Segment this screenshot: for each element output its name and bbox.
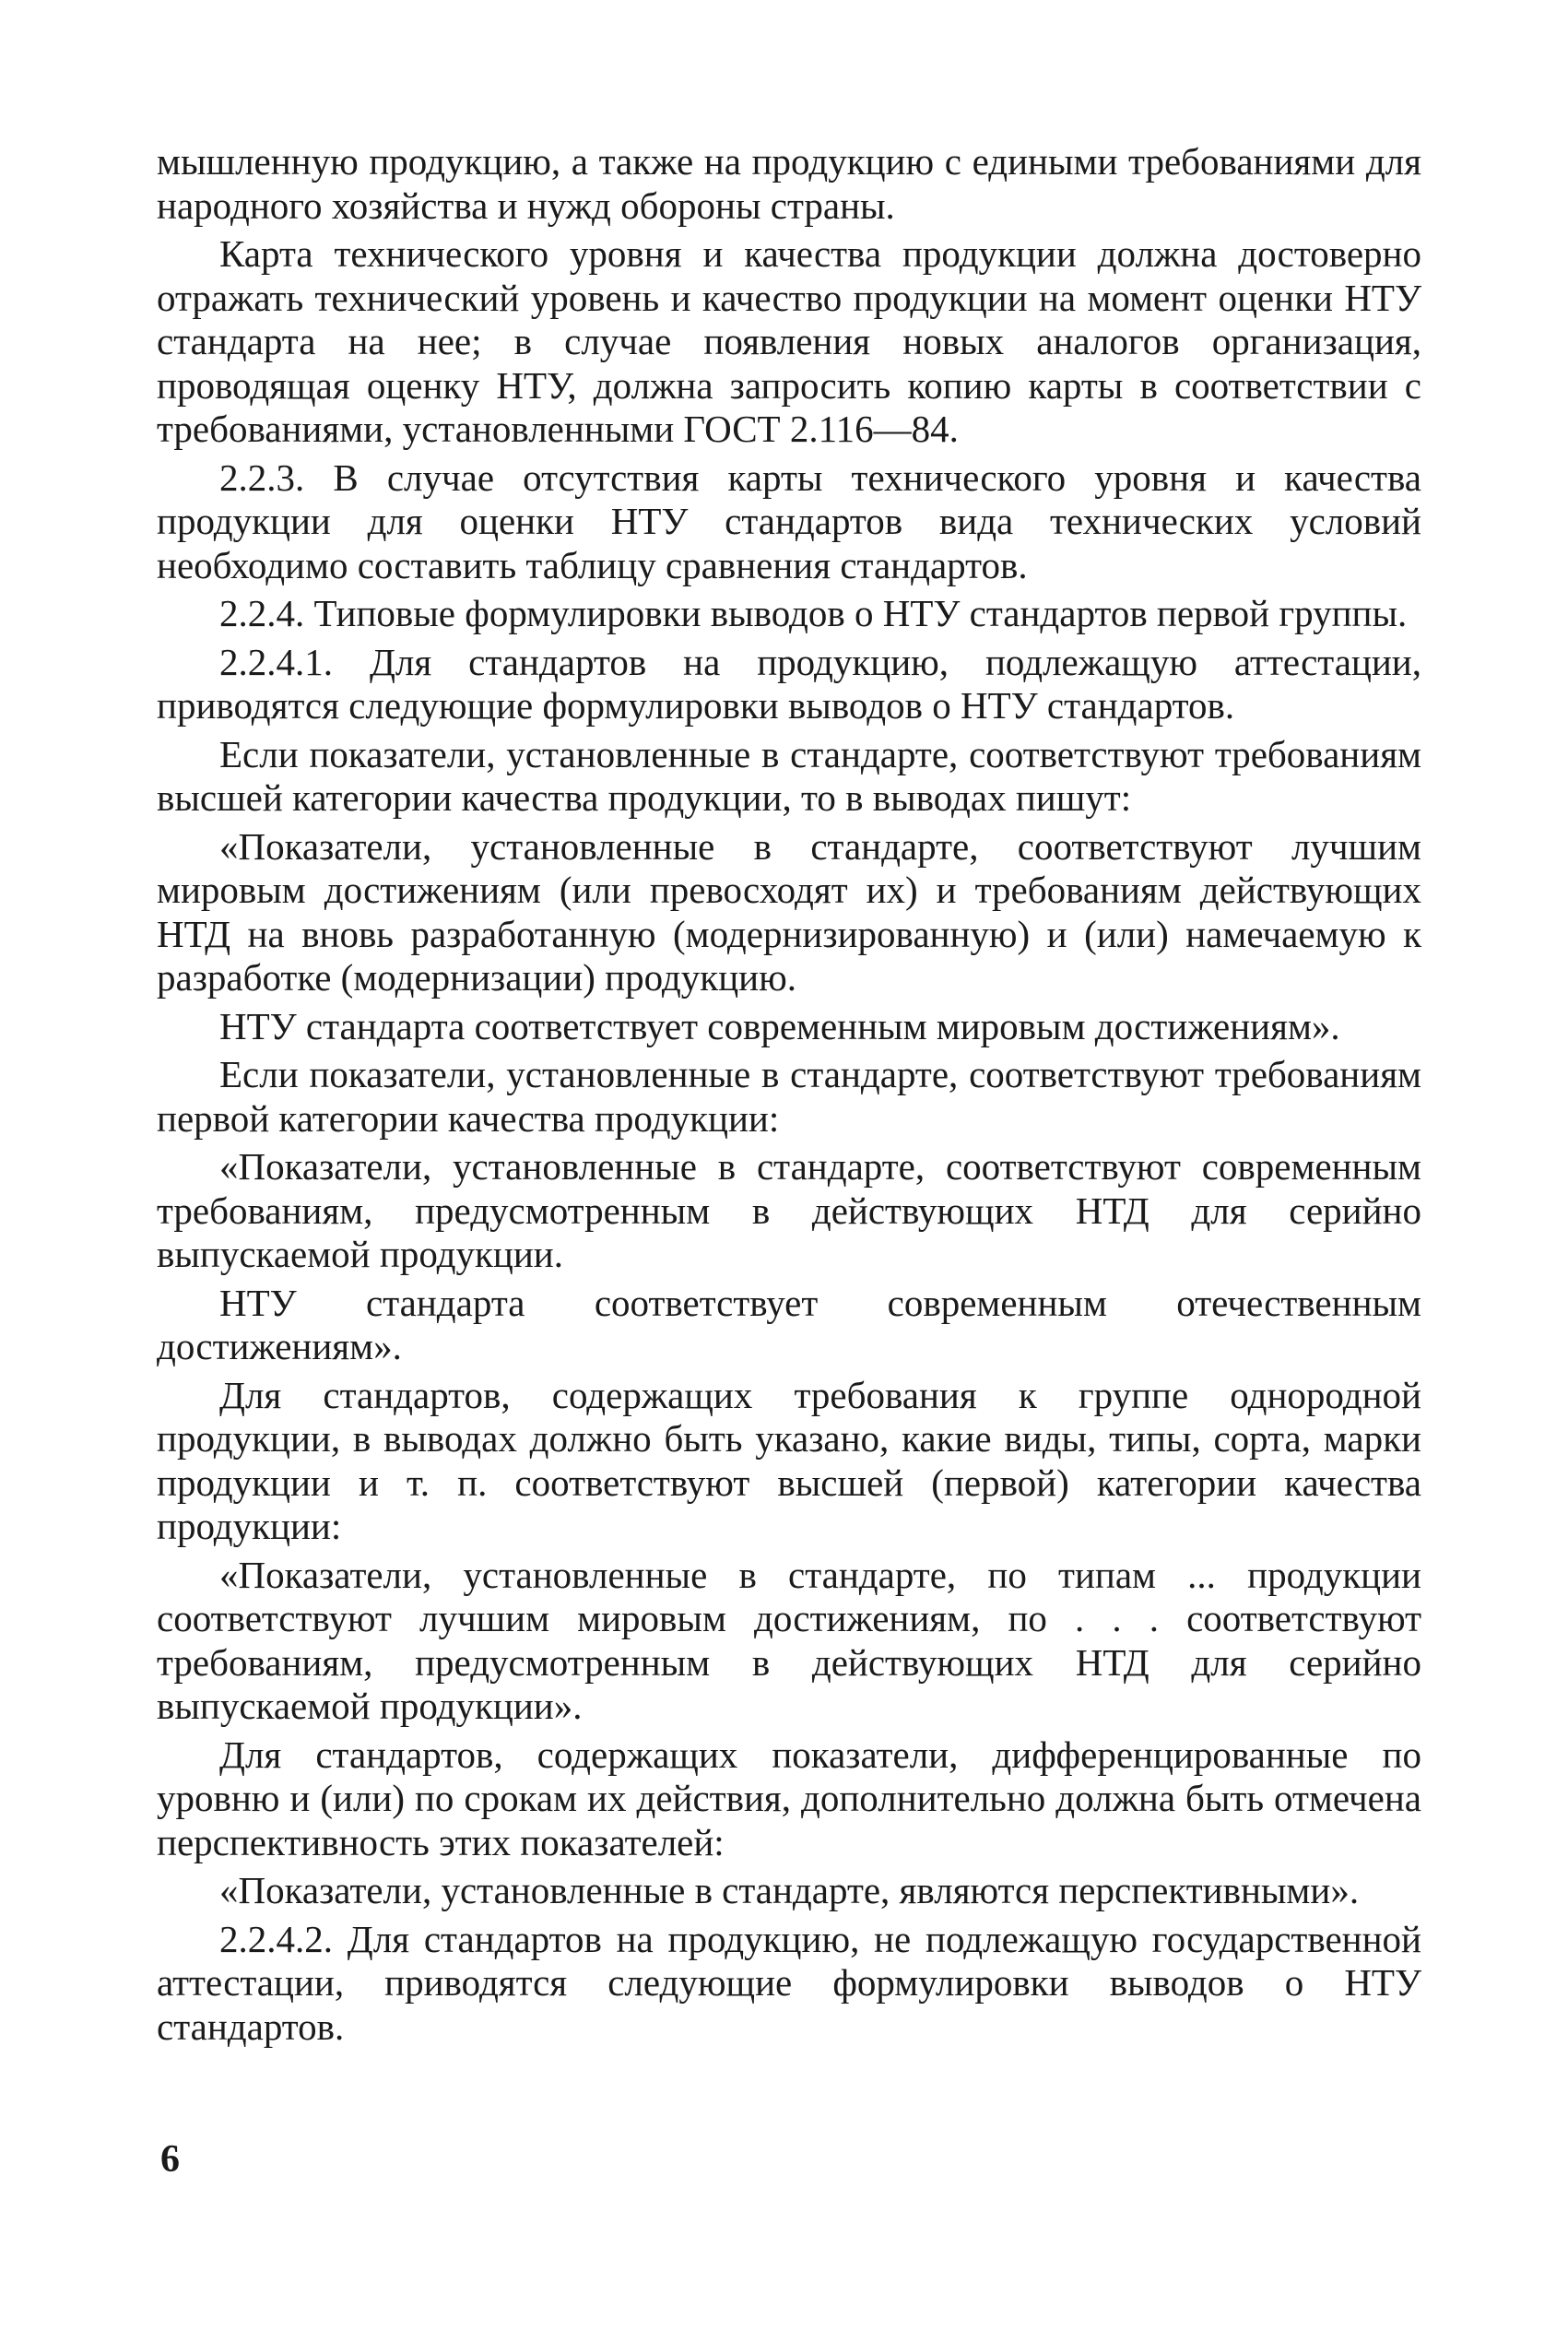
paragraph: Если показатели, установленные в стандарте, соответствуют требованиям высшей категории качества продукции, то в выводах пишут:: [157, 732, 1421, 819]
page-number: 6: [160, 2138, 180, 2181]
paragraph: Для стандартов, содержащих требования к группе однородной продукции, в выводах должно быть указано, какие виды, типы, сорта, марки продукции и т. п. соответствуют высшей (первой) категории качества продукции:: [157, 1373, 1421, 1547]
paragraph: Для стандартов, содержащих показатели, дифференцированные по уровню и (или) по срокам их действия, дополнительно должна быть отмечена перспективность этих показателей:: [157, 1733, 1421, 1863]
quoted-formulation: «Показатели, установленные в стандарте, соответствуют современным требованиям, предусмотренным в действующих НТД для серийно выпускаемой продукции.: [157, 1145, 1421, 1275]
quoted-formulation: «Показатели, установленные в стандарте, соответствуют лучшим мировым достижениям (или превосходят их) и требованиям действующих НТД на вновь разработанную (модернизированную) и (или) намечаемую к разработке (модернизации) продукцию.: [157, 824, 1421, 999]
quoted-formulation: НТУ стандарта соответствует современным мировым достижениям».: [219, 1004, 1340, 1047]
paragraph: мышленную продукцию, а также на продукцию с едиными требованиями для народного хозяйства и нужд обороны страны.: [157, 140, 1421, 227]
section-2-2-4-2: 2.2.4.2. Для стандартов на продукцию, не подлежащую государственной аттестации, приводятся следующие формулировки выводов о НТУ стандартов.: [157, 1917, 1421, 2048]
section-2-2-4-1: 2.2.4.1. Для стандартов на продукцию, подлежащую аттестации, приводятся следующие формулировки выводов о НТУ стандартов.: [157, 640, 1421, 727]
paragraph: Карта технического уровня и качества продукции должна достоверно отражать технический уровень и качество продукции на момент оценки НТУ стандарта на нее; в случае появления новых аналогов организация, проводящая оценку НТУ, должна запросить копию карты в соответствии с требованиями, установленными ГОСТ 2.116—84.: [157, 232, 1421, 450]
section-2-2-3: 2.2.3. В случае отсутствия карты технического уровня и качества продукции для оценки НТУ стандартов вида технических условий необходимо составить таблицу сравнения стандартов.: [157, 455, 1421, 586]
paragraph: Если показатели, установленные в стандарте, соответствуют требованиям первой категории качества продукции:: [157, 1053, 1421, 1140]
section-2-2-4-heading: 2.2.4. Типовые формулировки выводов о НТУ стандартов первой группы.: [219, 592, 1408, 634]
quoted-formulation: «Показатели, установленные в стандарте, по типам ... продукции соответствуют лучшим мировым достижениям, по . . . соответствуют требованиям, предусмотренным в действующих НТД для серийно выпускаемой продукции».: [157, 1553, 1421, 1727]
quoted-formulation: НТУ стандарта соответствует современным отечественным достижениям».: [157, 1281, 1421, 1367]
page-body: [157, 140, 1421, 2053]
quoted-formulation: «Показатели, установленные в стандарте, являются перспективными».: [219, 1869, 1360, 1911]
